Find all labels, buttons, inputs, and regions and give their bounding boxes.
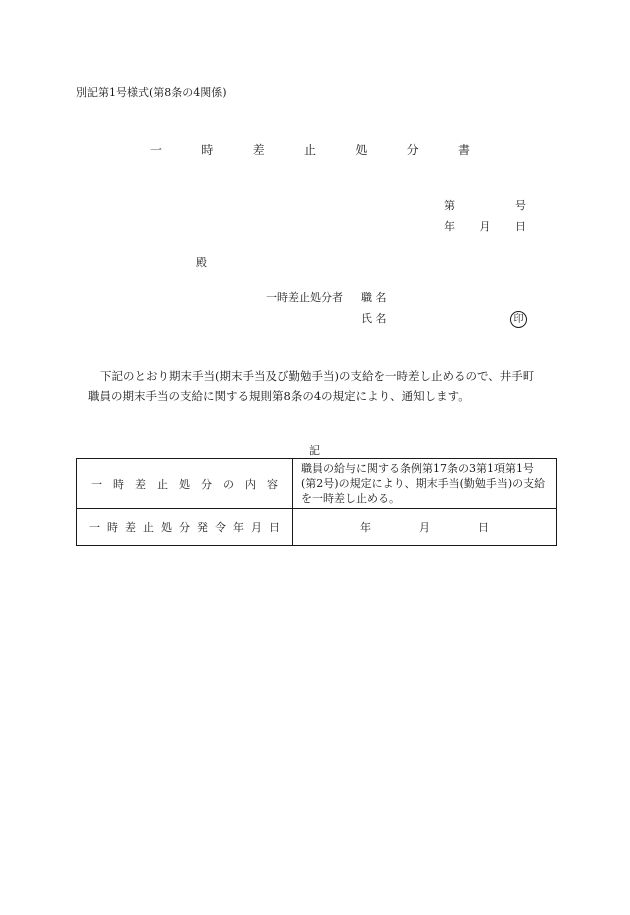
seal-mark: 印: [510, 311, 527, 328]
notice-body: [88, 366, 558, 406]
row1-label: 一 時 差 止 処 分 の 内 容: [77, 459, 293, 509]
row1-value: 職員の給与に関する条例第17条の3第1項第1号(第2号)の規定により、期末手当(勤勉手当)の支給を一時差し止める。: [293, 459, 557, 509]
notice-line-2: 職員の期末手当の支給に関する規則第8条の4の規定により、通知します。: [88, 389, 470, 403]
document-number: 第 号: [444, 199, 526, 212]
issuer-name-label: 氏 名: [361, 312, 387, 325]
table-row: [77, 509, 557, 546]
addressee-suffix: 殿: [196, 256, 207, 269]
issuer-role: 一時差止処分者: [266, 291, 343, 304]
document-date: 年 月 日: [444, 220, 526, 233]
issuer-position-label: 職 名: [361, 291, 387, 304]
form-label: 別記第1号様式(第8条の4関係): [76, 86, 227, 99]
notice-line-1: 下記のとおり期末手当(期末手当及び勤勉手当)の支給を一時差し止めるので、井手町: [100, 369, 535, 383]
ki-label: 記: [309, 444, 320, 457]
document-title: 一 時 差 止 処 分 書: [150, 143, 470, 157]
table-row: [77, 459, 557, 509]
row2-label: 一 時 差 止 処 分 発 令 年 月 日: [77, 509, 293, 546]
record-table: [76, 458, 557, 546]
row2-value: 年 月 日: [293, 509, 557, 546]
